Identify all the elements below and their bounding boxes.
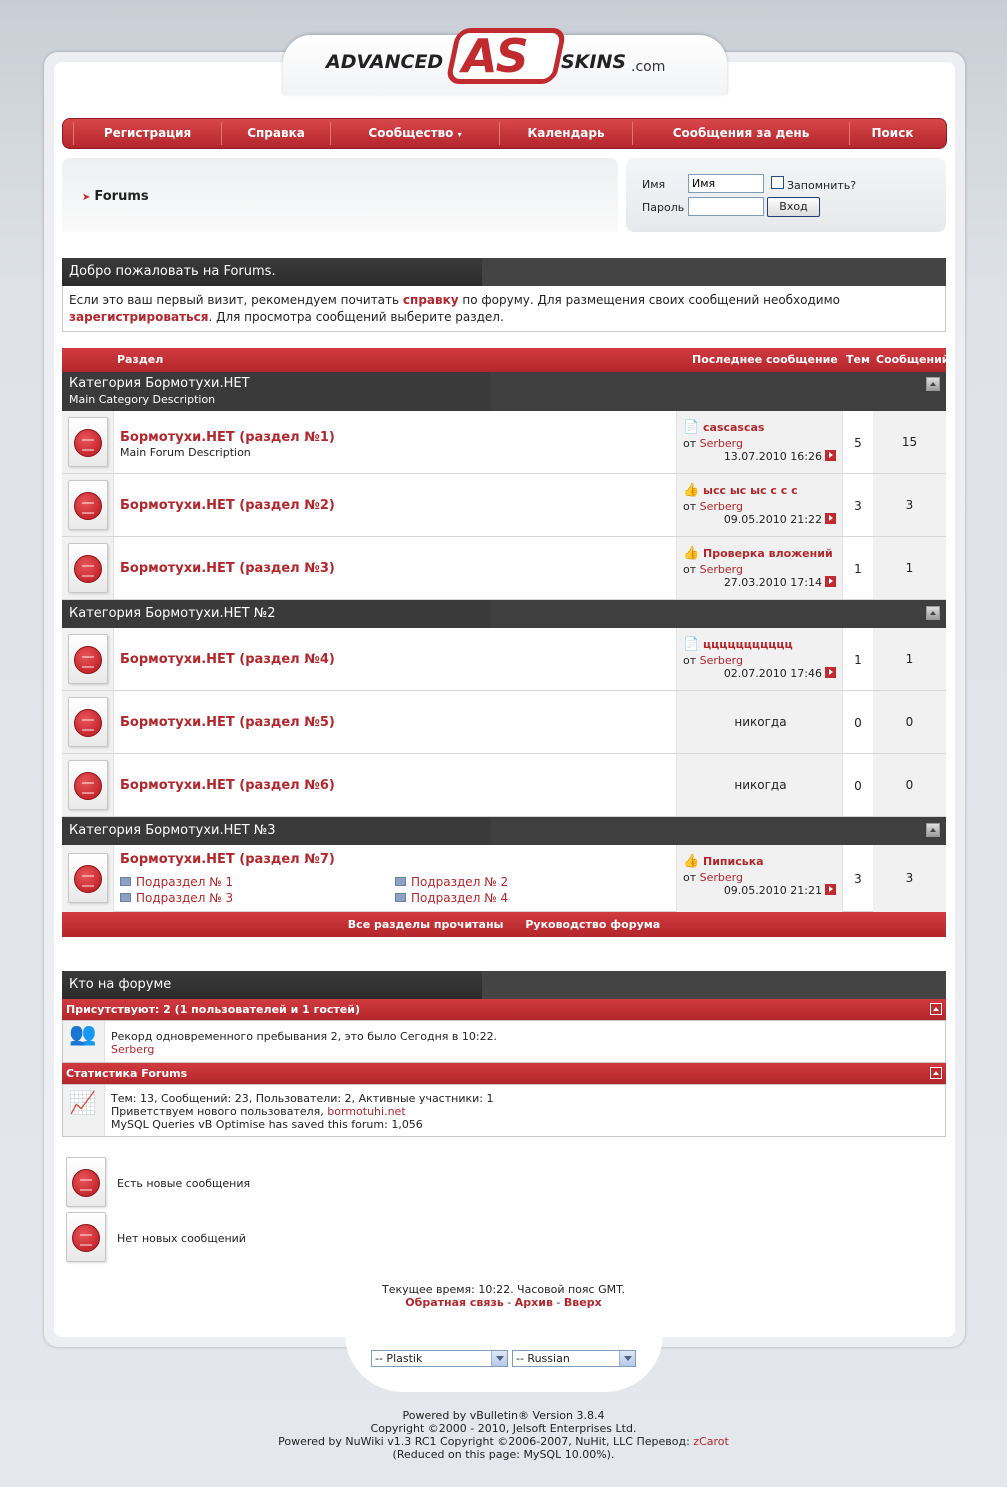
post-count: 15 xyxy=(873,411,946,473)
last-post-user-link[interactable]: Serberg xyxy=(699,563,743,576)
last-post-author xyxy=(683,437,743,450)
thread-count: 5 xyxy=(854,436,862,450)
remember-checkbox[interactable] xyxy=(771,176,784,189)
logo-mark-text: AS xyxy=(462,29,527,83)
collapse-icon[interactable] xyxy=(926,823,940,837)
online-user-link[interactable]: Serberg xyxy=(111,1043,155,1056)
thumbs-up-icon: 👍 xyxy=(683,546,700,561)
category-header[interactable] xyxy=(62,817,946,845)
stats-icon-cell xyxy=(63,1085,105,1136)
subforum-link[interactable] xyxy=(120,891,233,905)
thread-count: 1 xyxy=(854,562,862,576)
forum-icon-cell xyxy=(62,474,114,536)
forum-title-link[interactable]: Бормотухи.НЕТ (раздел №7) xyxy=(120,852,335,867)
stats-body xyxy=(62,1084,946,1137)
forum-table-footer xyxy=(62,912,946,937)
post-count: 3 xyxy=(873,845,946,912)
online-users-count[interactable]: Присутствуют: 2 (1 пользователей и 1 гостей) xyxy=(66,1003,360,1016)
post-count: 0 xyxy=(873,754,946,816)
last-post-author xyxy=(683,654,743,667)
archive-link[interactable]: Архив xyxy=(514,1296,553,1309)
username-label: Имя xyxy=(642,178,666,191)
collapse-icon[interactable] xyxy=(926,606,940,620)
subforum-icon xyxy=(120,877,131,886)
last-post-date-text: 09.05.2010 21:21 xyxy=(723,884,822,897)
last-post-user-link[interactable]: Serberg xyxy=(699,654,743,667)
category-title[interactable]: Категория Бормотухи.НЕТ xyxy=(69,376,250,391)
document-icon: 📄 xyxy=(683,420,700,435)
col-posts: Сообщений xyxy=(876,353,950,366)
last-post-never: никогда xyxy=(734,715,787,729)
password-input[interactable] xyxy=(688,197,764,216)
last-post-cell xyxy=(676,691,843,753)
category-header[interactable] xyxy=(62,600,946,628)
collapse-icon[interactable] xyxy=(930,1067,942,1079)
subforum-link[interactable] xyxy=(120,875,233,889)
style-select[interactable] xyxy=(371,1350,508,1367)
forum-row xyxy=(62,845,946,912)
mark-all-read-link[interactable]: Все разделы прочитаны xyxy=(347,918,504,931)
last-post-cell xyxy=(676,411,843,473)
chart-icon: 📈 xyxy=(69,1091,97,1116)
nuwiki-copyright: Powered by NuWiki v1.3 RC1 Copyright ©2006-2007, NuHit, LLC Перевод: xyxy=(278,1435,690,1448)
translator-link[interactable]: zCarot xyxy=(693,1435,729,1448)
go-to-post-icon[interactable] xyxy=(825,576,836,587)
last-post-cell xyxy=(676,628,843,690)
document-icon: 📄 xyxy=(683,637,700,652)
whos-online-header xyxy=(62,971,946,999)
online-record: Рекорд одновременного пребывания 2, это было Сегодня в 10:22. xyxy=(111,1030,498,1043)
users-icon: 👥 xyxy=(69,1022,97,1047)
legend-new-posts: Есть новые сообщения xyxy=(117,1177,251,1190)
forum-title-link[interactable]: Бормотухи.НЕТ (раздел №4) xyxy=(120,652,335,667)
forum-title-link[interactable]: Бормотухи.НЕТ (раздел №3) xyxy=(120,561,335,576)
bottom-links: Обратная связь - Архив - Вверх xyxy=(405,1296,602,1309)
last-post-title[interactable]: cascascas xyxy=(703,421,765,434)
col-forum: Раздел xyxy=(117,353,164,366)
last-post-date-text: 02.07.2010 17:46 xyxy=(723,667,822,680)
chevron-down-icon[interactable] xyxy=(491,1351,507,1366)
last-post-cell xyxy=(676,474,843,536)
category-title[interactable]: Категория Бормотухи.НЕТ №3 xyxy=(69,823,276,838)
breadcrumb xyxy=(82,189,149,204)
welcome-text-2: по форуму. Для размещения своих сообщений необходимо xyxy=(462,293,840,307)
forum-icon-cell xyxy=(62,754,114,816)
last-post-date xyxy=(724,667,836,680)
nav-community-label: Сообщество xyxy=(368,126,454,140)
thumbs-up-icon: 👍 xyxy=(683,483,700,498)
post-count: 1 xyxy=(873,537,946,599)
last-post-date xyxy=(724,576,836,589)
go-to-post-icon[interactable] xyxy=(825,884,836,895)
login-button[interactable]: Вход xyxy=(767,197,820,217)
col-last-post: Последнее сообщение xyxy=(692,353,838,366)
forum-title-link[interactable]: Бормотухи.НЕТ (раздел №2) xyxy=(120,498,335,513)
remember-label: Запомнить? xyxy=(787,179,857,192)
stats-text: Тем: 13, Сообщений: 23, Пользователи: 2, Активные участники: 1 xyxy=(111,1092,494,1105)
dropdown-arrow-icon: ▾ xyxy=(457,130,462,139)
nav-community[interactable] xyxy=(331,119,499,148)
legend-no-new-posts: Нет новых сообщений xyxy=(117,1232,246,1245)
forum-icon-cell xyxy=(62,845,114,912)
whos-online-title[interactable]: Кто на форуме xyxy=(69,977,172,992)
last-post-date-text: 27.03.2010 17:14 xyxy=(723,576,822,589)
breadcrumb-current[interactable]: Forums xyxy=(94,189,149,204)
collapse-icon[interactable] xyxy=(930,1003,942,1015)
forum-icon-cell xyxy=(62,628,114,690)
forum-row xyxy=(62,537,946,600)
forum-status-icon xyxy=(68,760,108,810)
welcome-text-1: Если это ваш первый визит, рекомендуем почитать xyxy=(69,293,400,307)
forum-title-link[interactable]: Бормотухи.НЕТ (раздел №5) xyxy=(120,715,335,730)
language-select-value: -- Russian xyxy=(516,1352,570,1365)
welcome-title: Добро пожаловать на Forums. xyxy=(69,264,276,279)
thread-count: 1 xyxy=(854,653,862,667)
last-post-by-label: от xyxy=(683,654,697,667)
forum-status-icon xyxy=(68,417,108,467)
online-users-body xyxy=(62,1020,946,1063)
style-select-value: -- Plastik xyxy=(375,1352,423,1365)
post-count: 0 xyxy=(873,691,946,753)
breadcrumb-arrow-icon: ➤ xyxy=(82,192,91,203)
last-post-title[interactable]: Пиписька xyxy=(703,855,764,868)
last-post-by-label: от xyxy=(683,437,697,450)
copyright-line: Copyright ©2000 - 2010, Jelsoft Enterprises Ltd. xyxy=(370,1422,637,1435)
last-post-title[interactable]: ысс ыс ыс с с с xyxy=(703,484,798,497)
last-post-by-label: от xyxy=(683,563,697,576)
mysql-queries-text: MySQL Queries vB Optimise has saved this forum: 1,056 xyxy=(111,1118,423,1131)
col-threads: Тем xyxy=(846,353,870,366)
nav-help[interactable]: Справка xyxy=(247,126,305,140)
last-post-date xyxy=(724,513,836,526)
subforum-link[interactable] xyxy=(395,891,508,905)
forum-row xyxy=(62,691,946,754)
last-post-title[interactable]: Проверка вложений xyxy=(703,547,833,560)
stats-title: Статистика Forums xyxy=(66,1067,188,1080)
go-to-post-icon[interactable] xyxy=(825,667,836,678)
copyright-line xyxy=(0,1435,1007,1448)
stats-bar xyxy=(62,1063,946,1084)
last-post-user-link[interactable]: Serberg xyxy=(699,871,743,884)
password-label: Пароль xyxy=(642,201,685,214)
subforum-label: Подраздел № 3 xyxy=(136,891,234,905)
post-count: 3 xyxy=(873,474,946,536)
copyright-line: (Reduced on this page: MySQL 10.00%). xyxy=(392,1448,615,1461)
last-post-cell xyxy=(676,754,843,816)
last-post-date-text: 09.05.2010 21:22 xyxy=(723,513,822,526)
register-link[interactable]: зарегистрироваться xyxy=(69,310,209,324)
forum-title-link[interactable]: Бормотухи.НЕТ (раздел №6) xyxy=(120,778,335,793)
forum-description: Main Forum Description xyxy=(120,446,251,459)
subforum-icon xyxy=(120,893,131,902)
new-posts-icon xyxy=(66,1157,106,1207)
welcome-body xyxy=(62,286,946,332)
thread-count: 0 xyxy=(854,779,862,793)
online-users-bar xyxy=(62,999,946,1020)
last-post-author xyxy=(683,500,743,513)
collapse-icon[interactable] xyxy=(926,377,940,391)
subforum-icon xyxy=(395,893,406,902)
language-select[interactable] xyxy=(512,1350,636,1367)
last-post-cell xyxy=(676,537,843,599)
copyright-line: Powered by vBulletin® Version 3.8.4 xyxy=(402,1409,605,1422)
post-count: 1 xyxy=(873,628,946,690)
forum-title-link[interactable]: Бормотухи.НЕТ (раздел №1) xyxy=(120,430,335,445)
subforum-icon xyxy=(395,877,406,886)
last-post-cell xyxy=(676,845,843,912)
current-time: Текущее время: 10:22. Часовой пояс GMT. xyxy=(381,1283,625,1296)
nav-todays-posts[interactable]: Сообщения за день xyxy=(672,126,810,140)
last-post-by-label: от xyxy=(683,500,697,513)
logo-advanced-text: ADVANCED xyxy=(326,51,444,73)
last-post-never: никогда xyxy=(734,778,787,792)
login-box xyxy=(626,158,946,232)
forum-leaders-link[interactable]: Руководство форума xyxy=(525,918,661,931)
forum-status-icon xyxy=(68,634,108,684)
new-user-text: Приветствуем нового пользователя, xyxy=(111,1105,324,1118)
logo-mark[interactable] xyxy=(445,28,567,84)
new-user-line xyxy=(111,1105,406,1118)
thread-count: 3 xyxy=(854,872,862,886)
logo-suffix: .com xyxy=(631,59,666,75)
thumbs-up-icon: 👍 xyxy=(683,854,700,869)
forum-row xyxy=(62,754,946,817)
category-header-shade xyxy=(491,817,946,845)
go-to-post-icon[interactable] xyxy=(825,513,836,524)
category-header-shade xyxy=(491,600,946,628)
category-header[interactable] xyxy=(62,372,946,411)
last-post-date xyxy=(724,884,836,897)
nav-search[interactable]: Поиск xyxy=(871,126,914,140)
forum-icon-cell xyxy=(62,537,114,599)
last-post-title[interactable]: ццццццццццц xyxy=(703,638,793,651)
forum-status-icon xyxy=(68,853,108,903)
thread-count: 0 xyxy=(854,716,862,730)
forum-row xyxy=(62,474,946,537)
subforum-link[interactable] xyxy=(395,875,508,889)
last-post-date xyxy=(724,450,836,463)
top-link[interactable]: Вверх xyxy=(563,1296,602,1309)
nav-register[interactable]: Регистрация xyxy=(103,126,192,140)
help-link[interactable]: справку xyxy=(402,293,459,307)
thread-count: 3 xyxy=(854,499,862,513)
forum-row xyxy=(62,411,946,474)
category-title[interactable]: Категория Бормотухи.НЕТ №2 xyxy=(69,606,276,621)
contact-us-link[interactable]: Обратная связь xyxy=(405,1296,504,1309)
subforum-label: Подраздел № 1 xyxy=(136,875,234,889)
forum-status-icon xyxy=(68,480,108,530)
last-post-user-link[interactable]: Serberg xyxy=(699,500,743,513)
last-post-author xyxy=(683,563,743,576)
forum-status-icon xyxy=(68,543,108,593)
no-new-posts-icon xyxy=(66,1212,106,1262)
forum-status-icon xyxy=(68,697,108,747)
main-navbar xyxy=(62,118,947,149)
category-header-shade xyxy=(491,372,946,411)
subforum-label: Подраздел № 2 xyxy=(411,875,509,889)
logo-skins-text: SKINS xyxy=(561,51,627,73)
last-post-by-label: от xyxy=(683,871,697,884)
forum-icon-cell xyxy=(62,691,114,753)
welcome-text-3: . Для просмотра сообщений выберите раздел. xyxy=(208,310,504,324)
subforum-label: Подраздел № 4 xyxy=(411,891,509,905)
forum-row xyxy=(62,628,946,691)
new-user-link[interactable]: bormotuhi.net xyxy=(327,1105,406,1118)
forum-icon-cell xyxy=(62,411,114,473)
nav-calendar[interactable]: Календарь xyxy=(527,126,605,140)
forum-table-header xyxy=(62,348,950,372)
chevron-down-icon[interactable] xyxy=(619,1351,635,1366)
last-post-author xyxy=(683,871,743,884)
welcome-header xyxy=(62,258,946,286)
go-to-post-icon[interactable] xyxy=(825,450,836,461)
category-description: Main Category Description xyxy=(69,393,216,406)
users-icon-cell xyxy=(63,1021,105,1062)
last-post-user-link[interactable]: Serberg xyxy=(699,437,743,450)
username-input[interactable] xyxy=(688,174,764,193)
last-post-date-text: 13.07.2010 16:26 xyxy=(723,450,822,463)
